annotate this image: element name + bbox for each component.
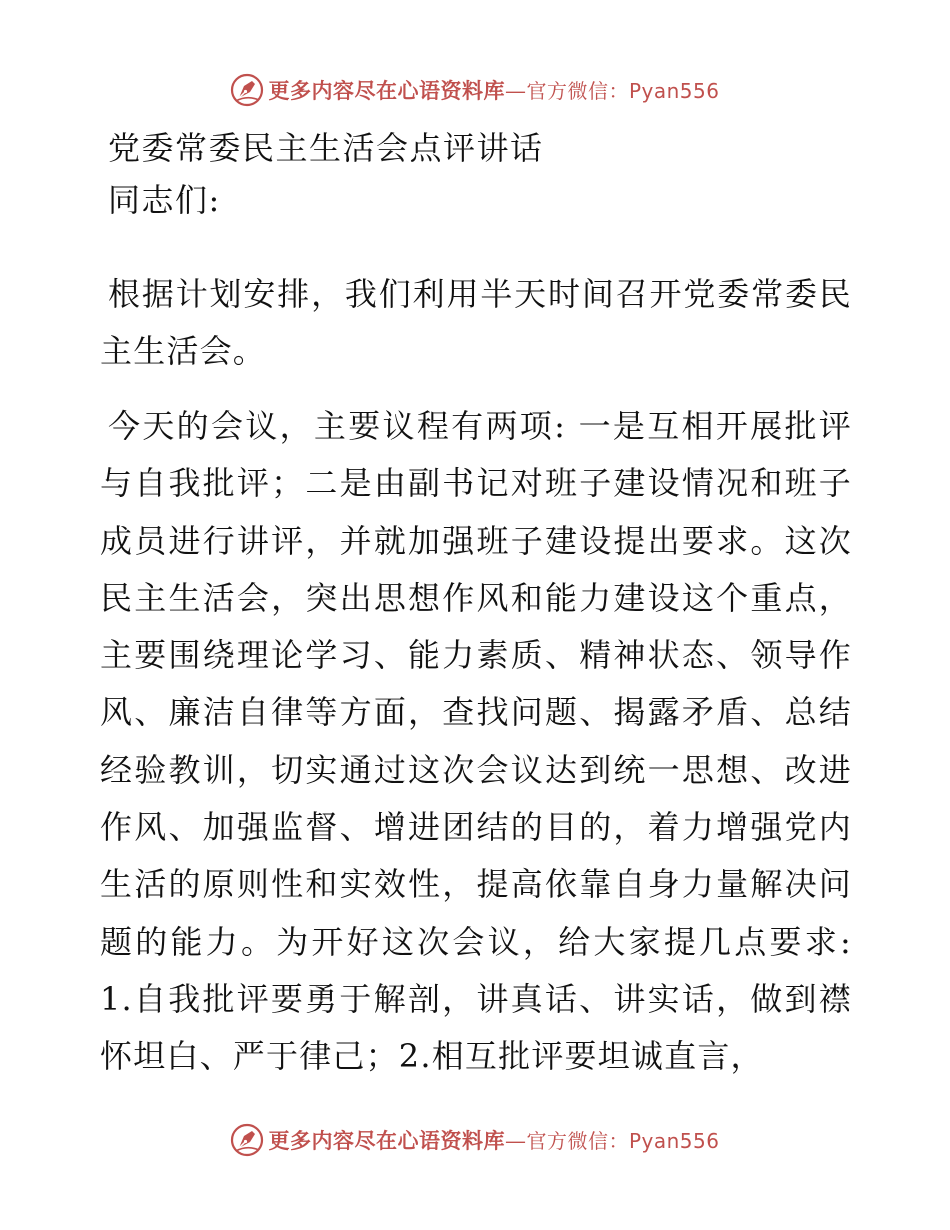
banner-wechat-id: 官方微信：Pyan556: [526, 79, 720, 103]
banner-site-name: 更多内容尽在心语资料库: [268, 1128, 505, 1153]
banner-dash: —: [504, 1129, 527, 1153]
banner-wechat-id: 官方微信：Pyan556: [526, 1129, 720, 1153]
pen-nib-logo-icon: [230, 1123, 264, 1157]
document-title: 党委常委民主生活会点评讲话: [108, 129, 544, 167]
banner-text: [268, 1125, 719, 1155]
salutation: 同志们:: [108, 181, 221, 219]
paragraph-2: 今天的会议，主要议程有两项: 一是互相开展批评与自我批评；二是由副书记对班子建设情况和班子成员进行讲评，并就加强班子建设提出要求。这次民主生活会，突出思想作风和能力建设这个重点，主要围绕理论学习、能力素质、精神状态、领导作风、廉洁自律等方面，查找问题、揭露矛盾、总结经验教训，切实通过这次会议达到统一思想、改进作风、加强监督、增进团结的目的，着力增强党内生活的原则性和实效性，提高依靠自身力量解决问题的能力。为开好这次会议，给大家提几点要求: 1.自我批评要勇于解剖，讲真话、讲实话，做到襟怀坦白、严于律己；2.相互批评要坦诚直言，: [100, 407, 852, 1076]
footer-banner: [0, 1120, 950, 1160]
pen-nib-logo-icon: [230, 73, 264, 107]
banner-text: [268, 75, 719, 105]
banner-dash: —: [504, 79, 527, 103]
header-banner: [0, 70, 950, 110]
banner-site-name: 更多内容尽在心语资料库: [268, 78, 505, 103]
paragraph-1: 根据计划安排，我们利用半天时间召开党委常委民主生活会。: [100, 275, 852, 371]
